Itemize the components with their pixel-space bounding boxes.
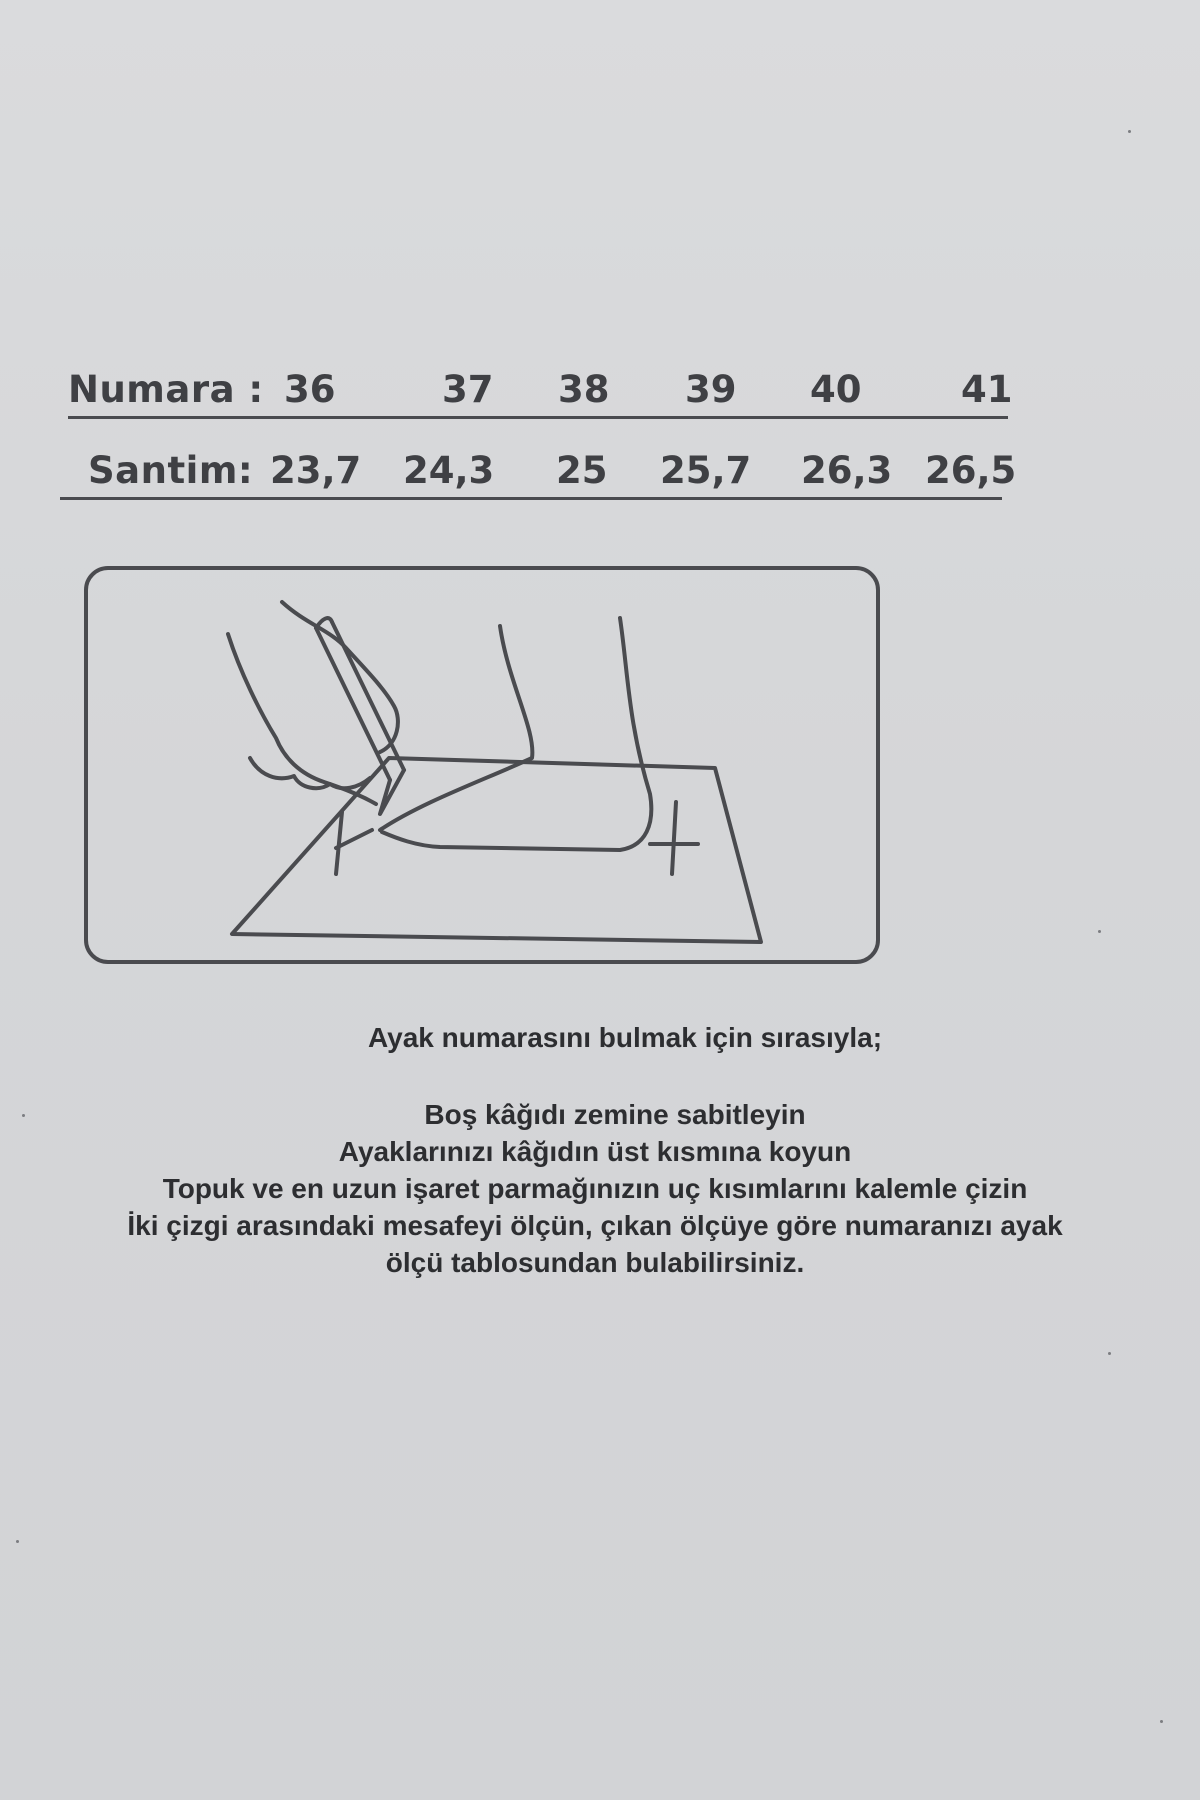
instruction-line: ölçü tablosundan bulabilirsiniz. xyxy=(385,1247,805,1278)
numara-cell: 36 xyxy=(284,368,336,411)
paper-sheet-outline xyxy=(232,758,761,942)
foot-measuring-illustration-icon xyxy=(80,562,892,974)
paper-speck xyxy=(16,1540,19,1543)
numara-cell: 39 xyxy=(685,368,737,411)
numara-cell: 38 xyxy=(558,368,610,411)
illustration-frame xyxy=(86,568,878,962)
toe-mark xyxy=(336,812,342,874)
numara-cell: 40 xyxy=(810,368,862,411)
paper-speck xyxy=(1128,130,1131,133)
paper-speck xyxy=(1160,1720,1163,1723)
hand-outline xyxy=(228,634,376,804)
instruction-line: Boş kâğıdı zemine sabitleyin xyxy=(424,1099,806,1130)
size-chart xyxy=(60,364,1017,500)
numara-label: Numara : xyxy=(68,368,264,411)
instructions-heading: Ayak numarasını bulmak için sırasıyla; xyxy=(367,1022,883,1053)
instruction-line: İki çizgi arasındaki mesafeyi ölçün, çıkan ölçüye göre numaranızı ayak xyxy=(127,1210,1063,1241)
numara-cell: 37 xyxy=(442,368,494,411)
pencil-line xyxy=(316,628,390,780)
instruction-line: Ayaklarınızı kâğıdın üst kısmına koyun xyxy=(338,1136,852,1167)
leg-front-line xyxy=(380,626,532,830)
santim-cell: 26,3 xyxy=(801,449,893,492)
santim-cell: 25,7 xyxy=(660,449,752,492)
finger-lines xyxy=(250,758,370,788)
instruction-line: Topuk ve en uzun işaret parmağınızın uç kısımlarını kalemle çizin xyxy=(162,1173,1028,1204)
paper-speck xyxy=(22,1114,25,1117)
pencil-tip xyxy=(380,770,404,814)
santim-cell: 24,3 xyxy=(403,449,495,492)
santim-row xyxy=(60,445,1017,500)
paper-speck xyxy=(1098,930,1101,933)
heel-mark xyxy=(672,802,676,874)
santim-cell: 26,5 xyxy=(925,449,1017,492)
santim-label: Santim: xyxy=(88,449,254,492)
santim-cell: 23,7 xyxy=(270,449,362,492)
instructions xyxy=(40,1022,1150,1281)
paper-speck xyxy=(1108,1352,1111,1355)
leg-back-line xyxy=(382,618,651,850)
pencil-line xyxy=(332,622,404,770)
numara-row xyxy=(68,364,1013,419)
numara-cell: 41 xyxy=(961,368,1013,411)
santim-cell: 25 xyxy=(556,449,608,492)
pencil-end xyxy=(316,618,332,628)
